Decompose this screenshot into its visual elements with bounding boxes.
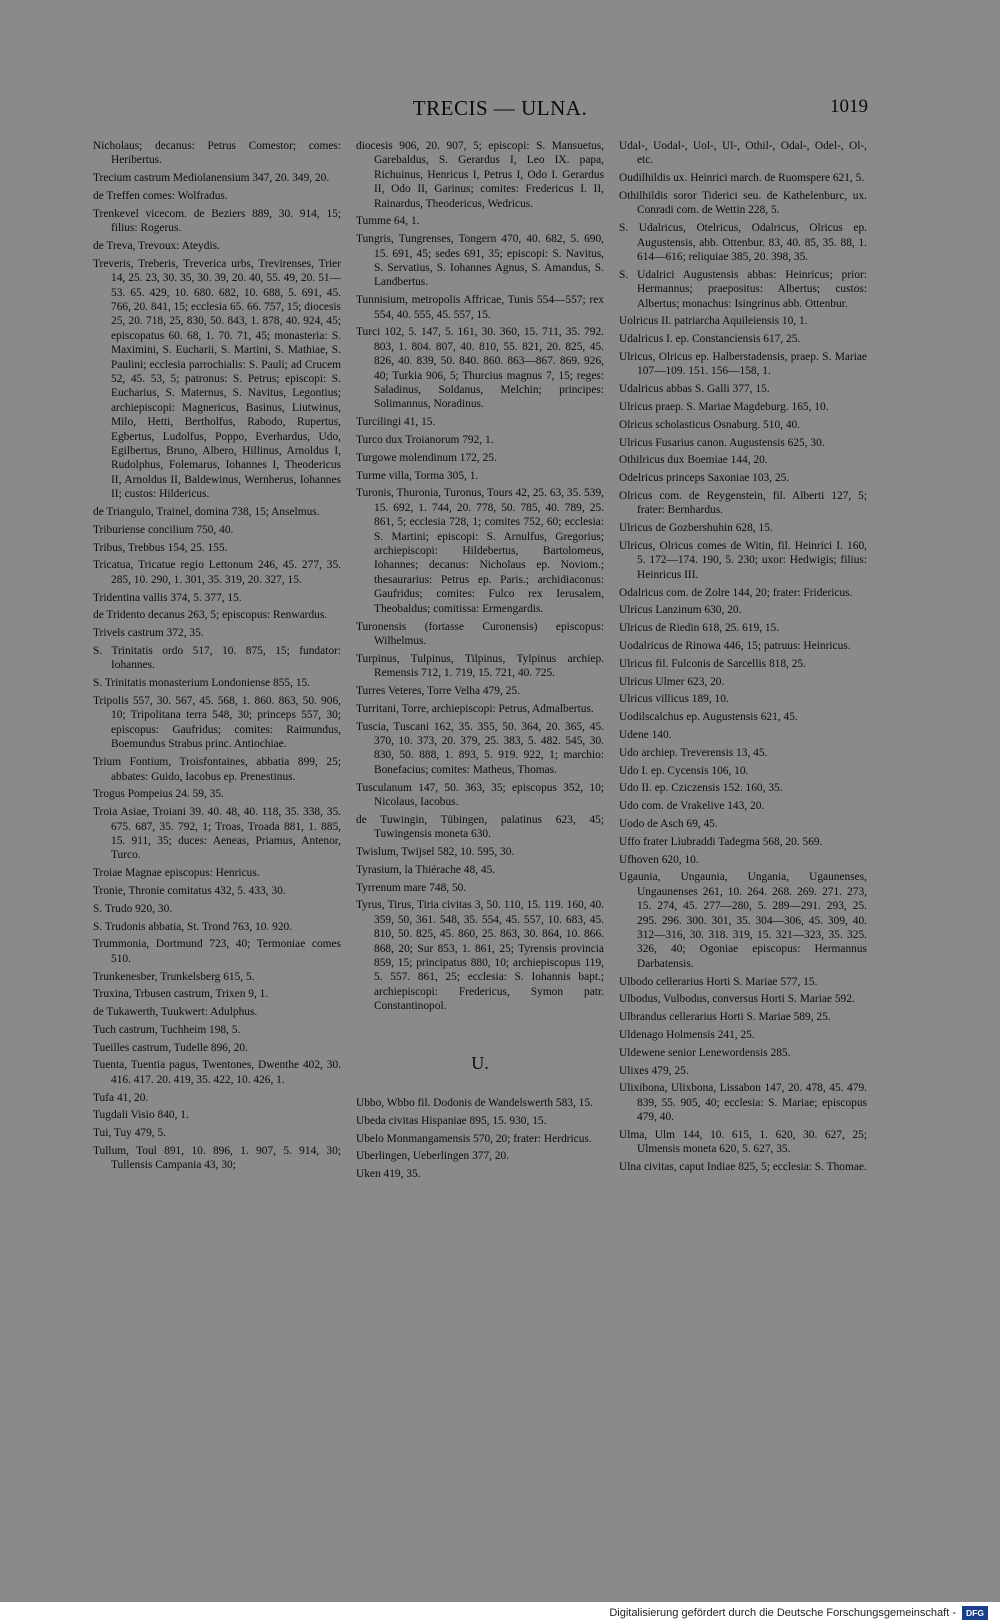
index-entry: Tuch castrum, Tuchheim 198, 5. — [93, 1023, 241, 1036]
index-entry: de Tukawerth, Tuukwert: Adulphus. — [93, 1006, 258, 1019]
index-entry: Ufhoven 620, 10. — [619, 853, 699, 866]
index-entry: Olricus scholasticus Osnaburg. 510, 40. — [619, 418, 801, 431]
index-entry: Ulricus de Gozbershuhin 628, 15. — [619, 522, 773, 535]
index-entry: Uken 419, 35. — [356, 1168, 421, 1181]
index-entry: Tusculanum 147, 50. 363, 35; episcopus 352, 10; Nicolaus, Iacobus. — [356, 781, 604, 808]
index-entry: Tunnisium, metropolis Affricae, Tunis 554—557; rex 554, 40. 555, 45. 557, 15. — [356, 294, 604, 321]
index-entry: Ulbodus, Vulbodus, conversus Horti S. Mariae 592. — [619, 993, 855, 1006]
index-entry: S. Trudonis abbatia, St. Trond 763, 10. 920. — [93, 920, 293, 933]
index-entry: S. Udalricus, Otelricus, Odalricus, Olricus ep. Augustensis, abb. Ottenbur. 83, 40. 85, 35. 88, 1. 614—616; reliquiae 385, 20. 398, 35. — [619, 222, 867, 264]
index-entry: de Treffen comes: Wolfradus. — [93, 190, 228, 202]
index-entry: Trium Fontium, Troisfontaines, abbatia 899, 25; abbates: Guido, Iacobus ep. Prenestinus. — [93, 756, 341, 783]
index-entry: Tridentina vallis 374, 5. 377, 15. — [93, 591, 242, 604]
index-entry: Tribus, Trebbus 154, 25. 155. — [93, 541, 228, 554]
page-header — [0, 96, 1000, 126]
index-entry: Twislum, Twijsel 582, 10. 595, 30. — [356, 845, 515, 858]
index-entry: Trogus Pompeius 24. 59, 35. — [93, 788, 224, 801]
dfg-logo: DFG — [962, 1606, 988, 1620]
index-entry: Uodilscalchus ep. Augustensis 621, 45. — [619, 711, 798, 724]
index-entry: Olricus com. de Reygenstein, fil. Alberti 127, 5; frater: Bernhardus. — [619, 490, 867, 517]
index-entry: Udal-, Uodal-, Uol-, Ul-, Othil-, Odal-, Odel-, Ol-, etc. — [619, 140, 867, 167]
index-entry: Tufa 41, 20. — [93, 1091, 149, 1104]
index-entry: Turcilingi 41, 15. — [356, 416, 436, 429]
index-entry: Nicholaus; decanus: Petrus Comestor; comes: Heribertus. — [93, 140, 341, 167]
index-entry: Trecium castrum Mediolanensium 347, 20. 349, 20. — [93, 172, 330, 185]
index-entry: Turres Veteres, Torre Velha 479, 25. — [356, 684, 520, 697]
index-entry: de Tridento decanus 263, 5; episcopus: Renwardus. — [93, 609, 328, 622]
section-letter-u: U. — [471, 1052, 489, 1073]
index-entry: Ulbrandus cellerarius Horti S. Mariae 589, 25. — [619, 1011, 831, 1024]
index-entry: Ulna civitas, caput Indiae 825, 5; ecclesia: S. Thomae. — [619, 1161, 867, 1174]
index-entry: Udo I. ep. Cycensis 106, 10. — [619, 764, 749, 777]
index-entry: Udalricus I. ep. Constanciensis 617, 25. — [619, 333, 801, 346]
index-entry: Oudilhildis ux. Heinrici march. de Ruomspere 621, 5. — [619, 172, 865, 185]
index-entry: Treveris, Treberis, Treverica urbs, Trevirenses, Trier 14, 25. 23, 30. 35, 30. 39, 20. 40, 55. 49, 20. 51—53. 65. 429, 10. 680. 682, 10. 688, 5. 691, 45. 766, 20. 841, 15; ecclesia 65. 66. 757, 15; diocesis 25, 20. 718, 25, 830, 50. 843, 1. 878, 40. 924, 45; episcopatus 60. 68, 1. 70. 71, 45; monasteria: S. Maximini, S. Eucharii, S. Martini, S. Mathiae, S. Paulini; ecclesia parrochialis: S. Pauli; ad Crucem 52, 45. 53, 5; patronus: S. Petrus; episcopi: S. Eucharius, S. Maternus, S. Navitus, Legontius; archiepiscopi: Magnericus, Basinus, Liutwinus, Milo, Hetti, Bertholfus, Rabodo, Rupertus, Egbertus, Ludolfus, Poppo, Everhardus, Udo, Egilbertus, Bruno, Albero, Hillinus, Arnoldus I, Rudolphus, Folemarus, Iohannes I, Theodericus II, Arnoldus II, Baldewinus, Wernherus, Iohannes II; custos: Hildericus. — [93, 257, 341, 501]
index-entry: Ubbo, Wbbo fil. Dodonis de Wandelswerth 583, 15. — [356, 1096, 593, 1109]
index-entry: Trunkenesber, Trunkelsberg 615, 5. — [93, 970, 255, 983]
index-entry: Odelricus princeps Saxoniae 103, 25. — [619, 472, 790, 485]
index-entry: Tui, Tuy 479, 5. — [93, 1127, 167, 1140]
index-entry: Tuscia, Tuscani 162, 35. 355, 50. 364, 20. 365, 45. 370, 10. 373, 20. 379, 25. 383, 5. 482. 545, 30. 830, 50. 888, 1. 893, 5. 919. 922, 1; marchio: Bonefacius; comites: Matheus, Thomas. — [356, 720, 604, 776]
index-entry: Tripolis 557, 30. 567, 45. 568, 1. 860. 863, 50. 906, 10; Tripolitana terra 548, 30; princeps 557, 30; episcopus: Gaufridus; comites: Raimundus, Boemundus Strabus princ. Antiochiae. — [93, 695, 341, 751]
index-entry: Turgowe molendinum 172, 25. — [356, 451, 497, 464]
funding-note: Digitalisierung gefördert durch die Deutsche Forschungsgemeinschaft - — [609, 1607, 956, 1619]
index-entry: de Triangulo, Trainel, domina 738, 15; Anselmus. — [93, 506, 320, 519]
index-entry: Trummonia, Dortmund 723, 40; Termoniae comes 510. — [93, 938, 341, 965]
index-entry: Truxina, Trbusen castrum, Trixen 9, 1. — [93, 988, 269, 1001]
index-entry: Ubeda civitas Hispaniae 895, 15. 930, 15. — [356, 1114, 547, 1127]
index-entry: Udalricus abbas S. Galli 377, 15. — [619, 383, 770, 396]
index-entry: Ulricus Ulmer 623, 20. — [619, 675, 725, 688]
index-entry: Troia Asiae, Troiani 39. 40. 48, 40. 118, 35. 338, 35. 675. 687, 35. 792, 1; Troas, Troada 881, 1. 885, 15. 911, 35; duces: Aeneas, Priamus, Antenor, Turco. — [93, 806, 341, 862]
index-entry: Ulixes 479, 25. — [619, 1064, 689, 1077]
index-entry: de Treva, Trevoux: Ateydis. — [93, 240, 220, 252]
index-entry: Othilhildis soror Tiderici seu. de Kathelenburc, ux. Conradi com. de Wettin 228, 5. — [619, 190, 867, 217]
index-entry: Tungris, Tungrenses, Tongern 470, 40. 682, 5. 690, 15. 691, 45; sedes 691, 35; episcopi: S. Navitus, S. Servatius, S. Iohannes Agnus, S. Amandus, S. Landbertus. — [356, 233, 604, 289]
page-number: 1019 — [830, 96, 868, 117]
index-entry: Uberlingen, Ueberlingen 377, 20. — [356, 1150, 510, 1163]
index-entry: Trivels castrum 372, 35. — [93, 627, 204, 640]
index-entry: Odalricus com. de Zolre 144, 20; frater: Fridericus. — [619, 586, 853, 599]
index-entry: Uffo frater Liubraddi Tadegma 568, 20. 569. — [619, 835, 823, 848]
index-entry: Triburiense concilium 750, 40. — [93, 523, 234, 536]
index-entry: Tyrus, Tirus, Tiria civitas 3, 50. 110, 15. 119. 160, 40. 359, 50, 361. 548, 35. 554, 45. 557, 10. 683, 45. 810, 50. 825, 45. 860, 25. 863, 30. 864, 10. 866. 868, 20; Sur 853, 1. 861, 25; Tyrensis provincia 859, 15; principatus 880, 10; archiepiscopus 119, 5. 557. 861, 25; ecclesia: S. Iohannis bapt.; archiepiscopi: Fredericus, Symon patr. Constantinopol. — [356, 899, 604, 1013]
index-entry: Trenkevel vicecom. de Beziers 889, 30. 914, 15; filius: Rogerus. — [93, 207, 341, 235]
index-entry: Turco dux Troianorum 792, 1. — [356, 434, 494, 447]
index-entry: Turonis, Thuronia, Turonus, Tours 42, 25. 63, 35. 539, 15. 692, 1. 744, 20. 778, 50. 785, 40. 789, 25. 861, 5; ecclesia 728, 1; comites 752, 60; ecclesia: S. Martini; episcopi: S. Arnulfus, Gregorius; archiepiscopi: Hildebertus, Bartolomeus, Iohannes; decanus: Nicholaus ep. Noviom.; thesaurarius: Petrus ep. Paris.; archidiaconus: Gaufridus; comites: Fulco rex Ierusalem, Theobaldus; comitissa: Ermengardis. — [356, 487, 604, 615]
index-entry: Ulricus villicus 189, 10. — [619, 693, 729, 706]
index-entry: Ulricus de Riedin 618, 25. 619, 15. — [619, 622, 780, 635]
index-column-1 — [93, 139, 341, 1176]
index-entry: Uldewene senior Lenewordensis 285. — [619, 1046, 791, 1059]
index-entry: Ugaunia, Ungaunia, Ungania, Ugaunenses, Ungaunenses 261, 10. 264. 268. 269. 271. 273, 15. 274, 45. 277—280, 5. 289—291. 293, 25. 295. 296. 300. 301, 35. 304—306, 45. 309, 40. 312—316, 30. 318. 319, 15. 321—323, 35. 325. 326, 40; Ogoniae episcopus: Hermannus Darbatensis. — [619, 871, 867, 970]
index-entry: Ulma, Ulm 144, 10. 615, 1. 620, 30. 627, 25; Ulmensis moneta 620, 5. 627, 35. — [619, 1128, 867, 1156]
index-entry: Turpinus, Tulpinus, Tilpinus, Tylpinus archiep. Remensis 712, 1. 719, 15. 721, 40. 725. — [356, 652, 604, 680]
index-entry: Uolricus II. patriarcha Aquileiensis 10, 1. — [619, 315, 808, 328]
index-entry: Ulricus, Olricus comes de Witin, fil. Heinrici I. 160, 5. 172—174. 190, 5. 230; uxor: Hedwigis; filius: Heinricus III. — [619, 540, 867, 581]
index-entry: Udo com. de Vrakelive 143, 20. — [619, 800, 765, 813]
index-entry: Uldenago Holmensis 241, 25. — [619, 1028, 755, 1041]
index-entry: S. Trinitatis monasterium Londoniense 855, 15. — [93, 677, 311, 690]
index-entry: de Tuwingin, Tübingen, palatinus 623, 45; Tuwingensis moneta 630. — [356, 813, 604, 841]
index-entry: S. Trudo 920, 30. — [93, 902, 173, 915]
index-entry: Tricatua, Tricatue regio Lettonum 246, 45. 277, 35. 285, 10. 290, 1. 301, 35. 319, 20. 327, 15. — [93, 559, 341, 586]
index-entry: Othilricus dux Boemiae 144, 20. — [619, 454, 768, 467]
index-entry: Turritani, Torre, archiepiscopi: Petrus, Admalbertus. — [356, 702, 594, 715]
index-entry: Tyrrenum mare 748, 50. — [356, 881, 467, 894]
index-entry: Ulricus Lanzinum 630, 20. — [619, 604, 742, 617]
index-entry: Ulricus fil. Fulconis de Sarcellis 818, 25. — [619, 657, 806, 670]
index-entry: Udene 140. — [619, 728, 672, 741]
index-entry: Ulricus praep. S. Mariae Magdeburg. 165, 10. — [619, 401, 829, 414]
index-entry: Tuenta, Tuentia pagus, Twentones, Dwenthe 402, 30. 416. 417. 20. 419, 35. 422, 10. 426, 1. — [93, 1059, 341, 1086]
index-entry: Tullum, Toul 891, 10. 896, 1. 907, 5. 914, 30; Tullensis Campania 43, 30; — [93, 1145, 341, 1172]
index-entry: Turme villa, Torma 305, 1. — [356, 469, 479, 482]
digitization-footer — [0, 1602, 1000, 1624]
index-entry: Ubelo Monmangamensis 570, 20; frater: Herdricus. — [356, 1132, 592, 1145]
index-entry: Ulricus Fusarius canon. Augustensis 625, 30. — [619, 436, 825, 449]
index-entry: Turci 102, 5. 147, 5. 161, 30. 360, 15. 711, 35. 792. 803, 1. 804. 807, 40. 810, 55. 821, 20. 825, 45. 826, 40. 839, 50. 840. 860. 863—867. 869. 926, 40; Turkia 906, 5; Thurcius magnus 7, 15; reges: Saladinus, Soldanus, Melchin; principes: Solimannus, Noradinus. — [356, 326, 604, 411]
index-column-3 — [619, 139, 867, 1178]
index-entry: Troiae Magnae episcopus: Henricus. — [93, 867, 260, 880]
running-title: TRECIS — ULNA. — [412, 96, 588, 120]
index-entry: Uodo de Asch 69, 45. — [619, 817, 718, 830]
index-entry: Tyrasium, la Thiérache 48, 45. — [356, 863, 496, 876]
index-entry: Udo archiep. Treverensis 13, 45. — [619, 746, 768, 759]
index-entry: Ulbodo cellerarius Horti S. Mariae 577, 15. — [619, 975, 818, 988]
index-entry: Tugdali Visio 840, 1. — [93, 1109, 189, 1122]
index-entry: diocesis 906, 20. 907, 5; episcopi: S. Mansuetus, Garebaldus, S. Gerardus I, Leo IX. papa, Richuinus, Henricus I, Petrus I, Odo I. Gerardus II, Odo II, Garinus; comites: Fredericus I. II, Rainardus, Theodericus, Wedricus. — [356, 140, 604, 210]
index-entry: Tumme 64, 1. — [356, 215, 420, 228]
index-entry: Uodalricus de Rinowa 446, 15; patruus: Heinricus. — [619, 640, 851, 652]
index-entry: S. Udalrici Augustensis abbas: Heinricus; prior: Hermannus; praepositus: Albertus; custos: Albertus; monachus: Isingrinus abb. Ottenbur. — [619, 268, 867, 310]
index-entry: Tueilles castrum, Tudelle 896, 20. — [93, 1041, 248, 1054]
index-entry: Tronie, Thronie comitatus 432, 5. 433, 30. — [93, 884, 286, 897]
index-entry: Ulricus, Olricus ep. Halberstadensis, praep. S. Mariae 107—109. 151. 156—158, 1. — [619, 351, 867, 378]
index-entry: Turonensis (fortasse Curonensis) episcopus: Wilhelmus. — [356, 620, 604, 647]
index-entry: Udo II. ep. Cziczensis 152. 160, 35. — [619, 782, 783, 795]
index-entry: S. Trinitatis ordo 517, 10. 875, 15; fundator: Iohannes. — [93, 645, 341, 672]
index-column-2 — [356, 139, 604, 1185]
index-entry: Ulixibona, Ulixbona, Lissabon 147, 20. 478, 45. 479. 839, 55. 905, 40; ecclesia: S. Mariae; episcopus 479, 40. — [619, 1082, 867, 1124]
